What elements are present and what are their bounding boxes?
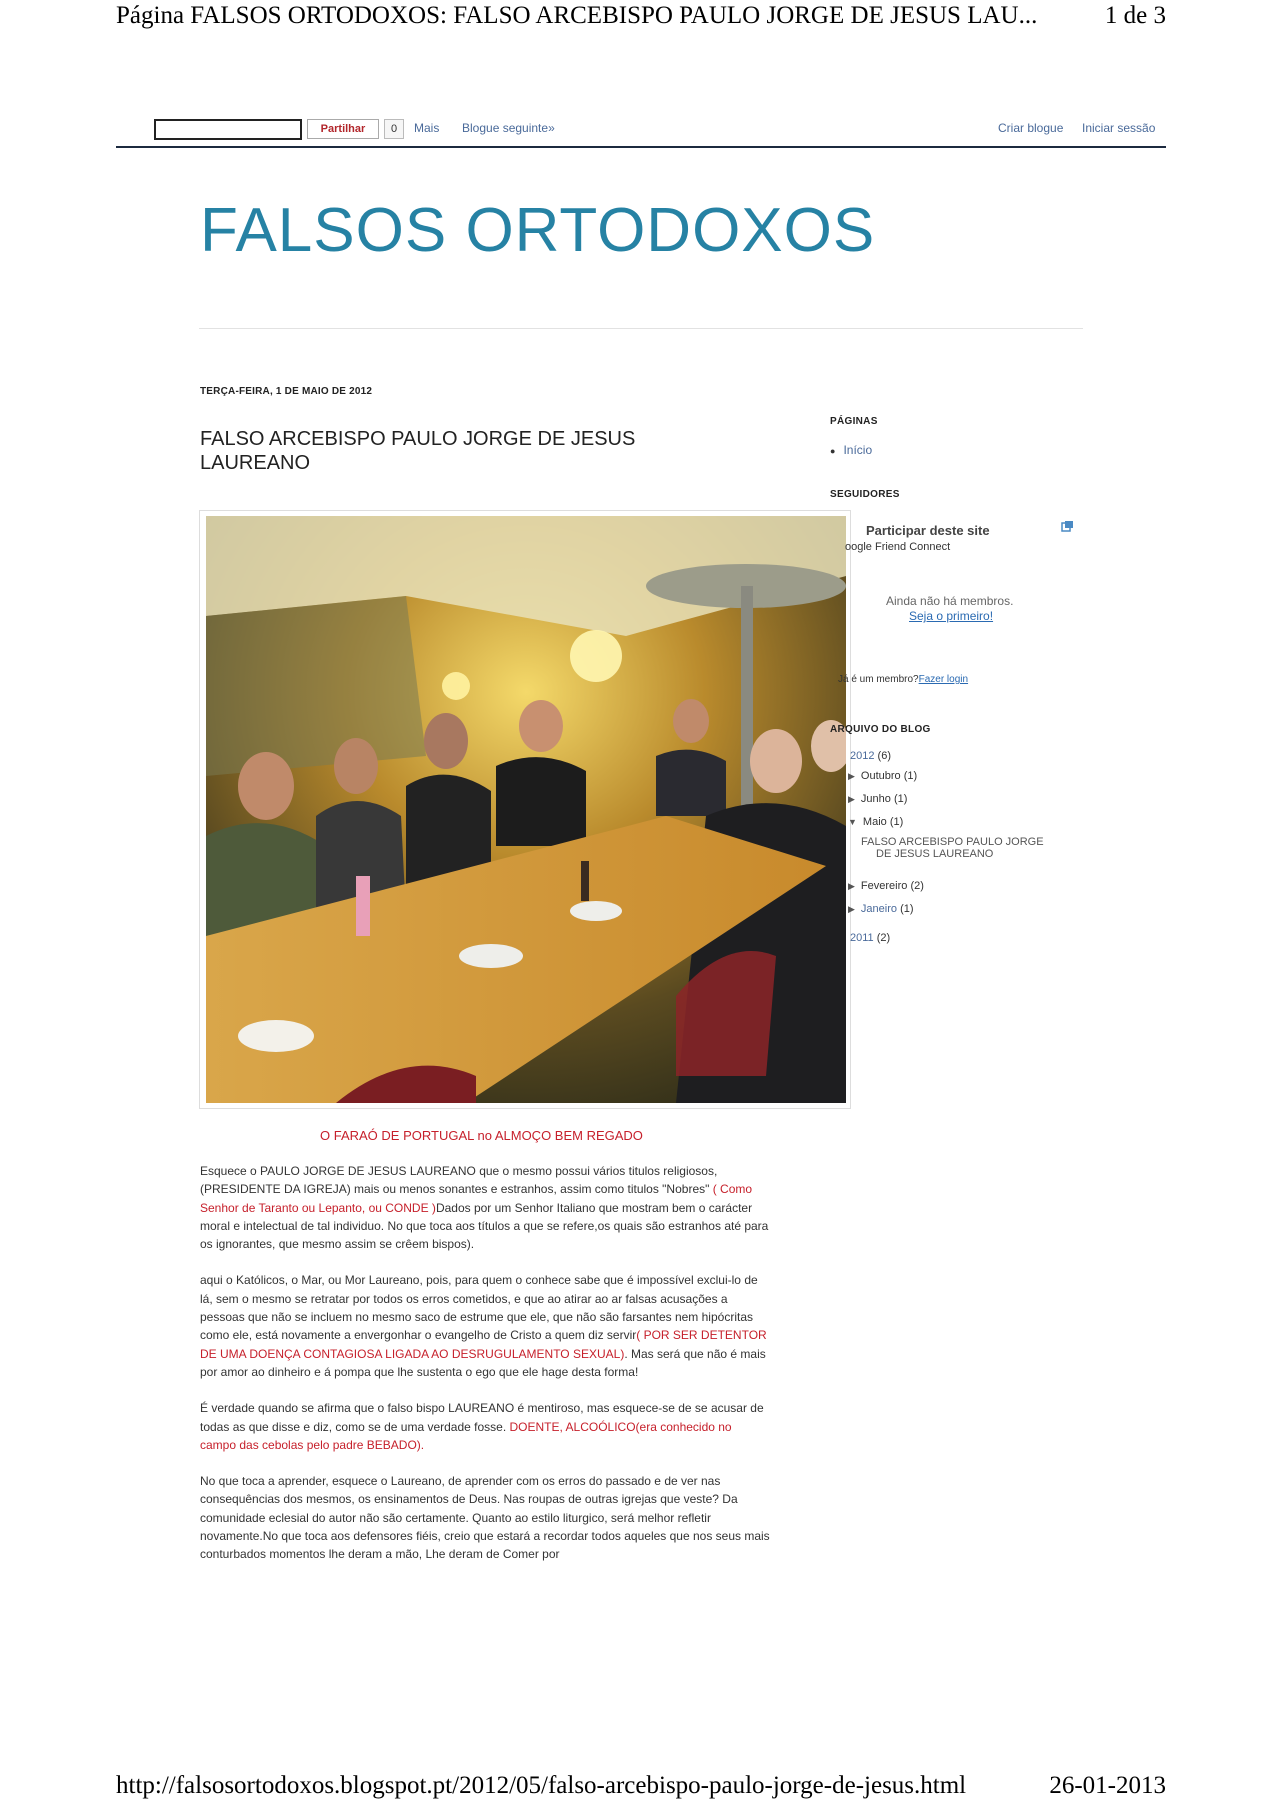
archive-month-junho[interactable]: ▶ Junho (1) xyxy=(848,793,908,805)
print-date: 26-01-2013 xyxy=(1049,1772,1166,1799)
archive-month-outubro[interactable]: ▶ Outubro (1) xyxy=(848,770,918,782)
archive-month-maio[interactable]: ▼ Maio (1) xyxy=(848,816,904,828)
print-page-title: Página FALSOS ORTODOXOS: FALSO ARCEBISPO PAULO JORGE DE JESUS LAU... xyxy=(116,2,1038,29)
archive-heading: ARQUIVO DO BLOG xyxy=(830,724,931,735)
next-blog-link[interactable]: Blogue seguinte» xyxy=(462,121,555,135)
post-photo-frame xyxy=(199,510,851,1109)
post-paragraph: aqui o Katólicos, o Mar, ou Mor Laureano, pois, para quem o conhece sabe que é impossível exclui-lo de lá, sem o mesmo se retratar por todos os erros cometidos, e que ao atirar ao ar falsas acusações a pessoas que não se incluem no mesmo saco de estrume que ele, que não são farsantes nem hipócritas como ele, está novamente a envergonhar o evangelho de Cristo a quem diz servir( POR SER DETENTOR DE UMA DOENÇA CONTAGIOSA LIGADA AO DESRUGULAMENTO SEXUAL). Mas será que não é mais por amor ao dinheiro e á pompa que lhe sustenta o ego que ele hage desta forma! xyxy=(200,1273,767,1379)
blogger-navbar xyxy=(116,116,1166,148)
post-photo[interactable] xyxy=(206,516,846,1103)
print-page-number: 1 de 3 xyxy=(1104,2,1166,29)
archive-month-janeiro[interactable]: ▶ Janeiro (1) xyxy=(848,903,914,915)
pages-heading: PÁGINAS xyxy=(830,416,878,427)
gfc-login-link[interactable]: Fazer login xyxy=(918,674,969,685)
followers-heading: SEGUIDORES xyxy=(830,489,900,500)
gfc-join-label[interactable]: Participar deste site xyxy=(866,523,990,538)
post-paragraph: É verdade quando se afirma que o falso bispo LAUREANO é mentiroso, mas esquece-se de se acusar de todas as que disse e diz, como se de uma verdade fosse. DOENTE, ALCOÓLICO(era conhecido no campo das cebolas pelo padre BEBADO). xyxy=(200,1401,764,1452)
create-blog-link[interactable]: Criar blogue xyxy=(998,121,1064,135)
photo-caption: O FARAÓ DE PORTUGAL no ALMOÇO BEM REGADO xyxy=(320,1128,643,1143)
external-window-icon[interactable] xyxy=(1061,520,1074,532)
pages-list-item xyxy=(830,443,872,457)
post-title[interactable]: FALSO ARCEBISPO PAULO JORGE DE JESUS LAUREANO xyxy=(200,428,636,474)
more-link[interactable]: Mais xyxy=(414,121,440,135)
post-paragraph: No que toca a aprender, esquece o Laureano, de aprender com os erros do passado e de ver nas consequências dos mesmos, os ensinamentos de Deus. Nas roupas de outras igrejas que veste? Da comunidade eclesial do autor não são certamente. Quanto ao estilo liturgico, será melhor refletir novamente.No que toca aos defensores fiéis, creio que estará a recordar todos aqueles que nos seus mais conturbados momentos lhe deram a mão, Lhe deram de Comer por xyxy=(200,1474,770,1562)
gfc-brand: oogle Friend Connect xyxy=(845,541,951,553)
gfc-member-row: Já é um membro?Fazer login xyxy=(838,674,969,685)
triangle-right-icon[interactable]: ▶ xyxy=(848,881,855,891)
print-footer xyxy=(116,1772,1166,1802)
home-link[interactable]: Início xyxy=(843,443,873,457)
sign-in-link[interactable]: Iniciar sessão xyxy=(1082,121,1156,135)
archive-year-2011[interactable]: 2011 (2) xyxy=(850,932,891,944)
share-button[interactable]: Partilhar xyxy=(307,119,379,139)
triangle-right-icon[interactable]: ▶ xyxy=(848,794,855,804)
archive-month-fevereiro[interactable]: ▶ Fevereiro (2) xyxy=(848,880,924,892)
triangle-right-icon[interactable]: ▶ xyxy=(848,904,855,914)
post-date: TERÇA-FEIRA, 1 DE MAIO DE 2012 xyxy=(200,386,373,397)
post-body xyxy=(200,1162,770,1582)
gfc-be-first-link[interactable]: Seja o primeiro! xyxy=(909,609,994,623)
header-divider xyxy=(199,328,1083,329)
gfc-no-members: Ainda não há membros. xyxy=(886,594,1014,608)
post-paragraph: Esquece o PAULO JORGE DE JESUS LAUREANO que o mesmo possui vários titulos religiosos, (PRESIDENTE DA IGREJA) mais ou menos sonantes e estranhos, assim como titulos "Nobres" ( Como Senhor de Taranto ou Lepanto, ou CONDE )Dados por um Senhor Italiano que mostram bem o carácter moral e intelectual de tal individuo. No que toca aos títulos a que se refere,os quais são estranhos até para os ignorantes, que mesmo assim se crêem bispos). xyxy=(200,1164,769,1252)
print-header xyxy=(116,0,1166,34)
archive-post-link[interactable]: FALSO ARCEBISPO PAULO JORGE DE JESUS LAUREANO xyxy=(861,836,1044,860)
navbar-search-input[interactable] xyxy=(154,119,302,140)
share-count: 0 xyxy=(384,119,404,139)
triangle-down-icon[interactable]: ▼ xyxy=(848,817,857,827)
print-url: http://falsosortodoxos.blogspot.pt/2012/05/falso-arcebispo-paulo-jorge-de-jesus.html xyxy=(116,1772,967,1799)
triangle-right-icon[interactable]: ▶ xyxy=(848,771,855,781)
bullet-icon: ● xyxy=(830,446,836,456)
archive-year-2012[interactable]: 2012 (6) xyxy=(850,750,891,762)
blog-title[interactable]: FALSOS ORTODOXOS xyxy=(200,196,876,265)
